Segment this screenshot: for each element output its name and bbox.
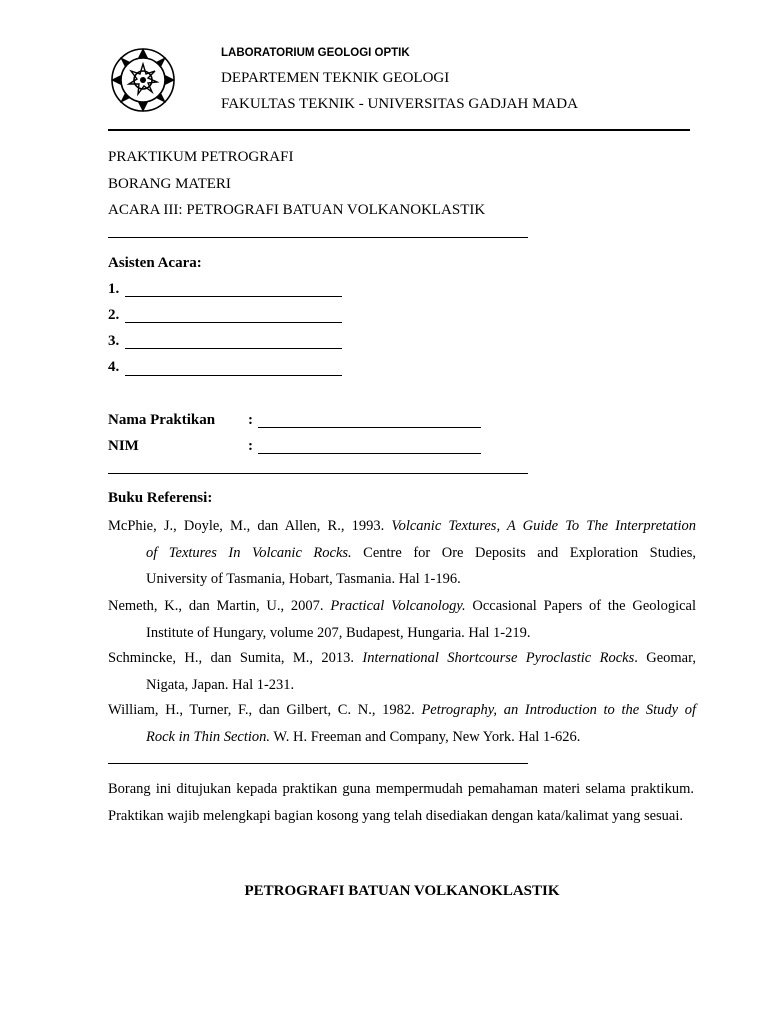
reference-item: Schmincke, H., dan Sumita, M., 2013. International Shortcourse Pyroclastic Rocks. Geomar, Nigata, Japan. Hal 1-231. [108,650,696,693]
reference-title: Practical Volcanology. [330,598,466,614]
assistant-number: 2. [108,307,120,323]
reference-title: International Shortcourse Pyroclastic Rocks [362,650,635,666]
assistant-2-field[interactable] [125,322,342,323]
colon: : [248,438,253,454]
student-name-field[interactable] [258,427,481,428]
reference-title-part: of Textures In Volcanic Rocks. [146,544,352,561]
course-line-1: PRAKTIKUM PETROGRAFI [108,149,294,165]
faculty-name: FAKULTAS TEKNIK - UNIVERSITAS GADJAH MADA [221,96,578,112]
assistant-number: 3. [108,333,120,349]
assistant-1-field[interactable] [125,296,342,297]
divider [108,237,528,238]
course-line-2: BORANG MATERI [108,176,231,192]
reference-authors: McPhie, J., Doyle, M., dan Allen, R., 1993. [108,518,392,534]
reference-rest: University of Tasmania, Hobart, Tasmania. Hal 1-196. [146,571,461,587]
reference-authors: William, H., Turner, F., dan Gilbert, C. N., 1982. [108,702,422,718]
reference-title-part: Volcanic Textures, A Guide To The Interpretation [391,518,696,534]
assistant-4-field[interactable] [125,375,342,376]
divider [108,763,528,764]
assistant-number: 4. [108,359,120,375]
assistant-number: 1. [108,281,120,297]
colon: : [248,412,253,428]
assistants-label: Asisten Acara: [108,255,202,271]
intro-paragraph: Borang ini ditujukan kepada praktikan guna mempermudah pemahaman materi selama praktikum. Praktikan wajib melengkapi bagian kosong yang telah disediakan dengan kata/kalimat yang sesuai. [108,781,694,824]
assistant-3-field[interactable] [125,348,342,349]
reference-item: McPhie, J., Doyle, M., dan Allen, R., 1993. Volcanic Textures, A Guide To The Interpretation of Textures In Volcanic Rocks. Centre for Ore Deposits and Exploration Studies, University of Tasmania, Hobart, Tasmania. Hal 1-196. [108,513,696,593]
references-heading: Buku Referensi: [108,490,213,506]
university-seal-icon [108,44,178,116]
reference-authors: Nemeth, K., dan Martin, U., 2007. [108,598,331,614]
section-title: PETROGRAFI BATUAN VOLKANOKLASTIK [244,883,560,899]
nim-field[interactable] [258,453,481,454]
header-divider [108,129,690,131]
reference-item: Nemeth, K., dan Martin, U., 2007. Practical Volcanology. Occasional Papers of the Geological Institute of Hungary, volume 207, Budapest, Hungaria. Hal 1-219. [108,598,696,641]
course-line-3: ACARA III: PETROGRAFI BATUAN VOLKANOKLASTIK [108,202,486,218]
lab-name: LABORATORIUM GEOLOGI OPTIK [221,47,410,59]
department-name: DEPARTEMEN TEKNIK GEOLOGI [221,70,450,86]
nim-label: NIM [108,438,139,454]
reference-authors: Schmincke, H., dan Sumita, M., 2013. [108,650,363,666]
reference-item: William, H., Turner, F., dan Gilbert, C. N., 1982. Petrography, an Introduction to the Study of Rock in Thin Section. W. H. Freeman and Company, New York. Hal 1-626. [108,702,696,745]
student-name-label: Nama Praktikan [108,412,216,428]
divider [108,473,528,474]
